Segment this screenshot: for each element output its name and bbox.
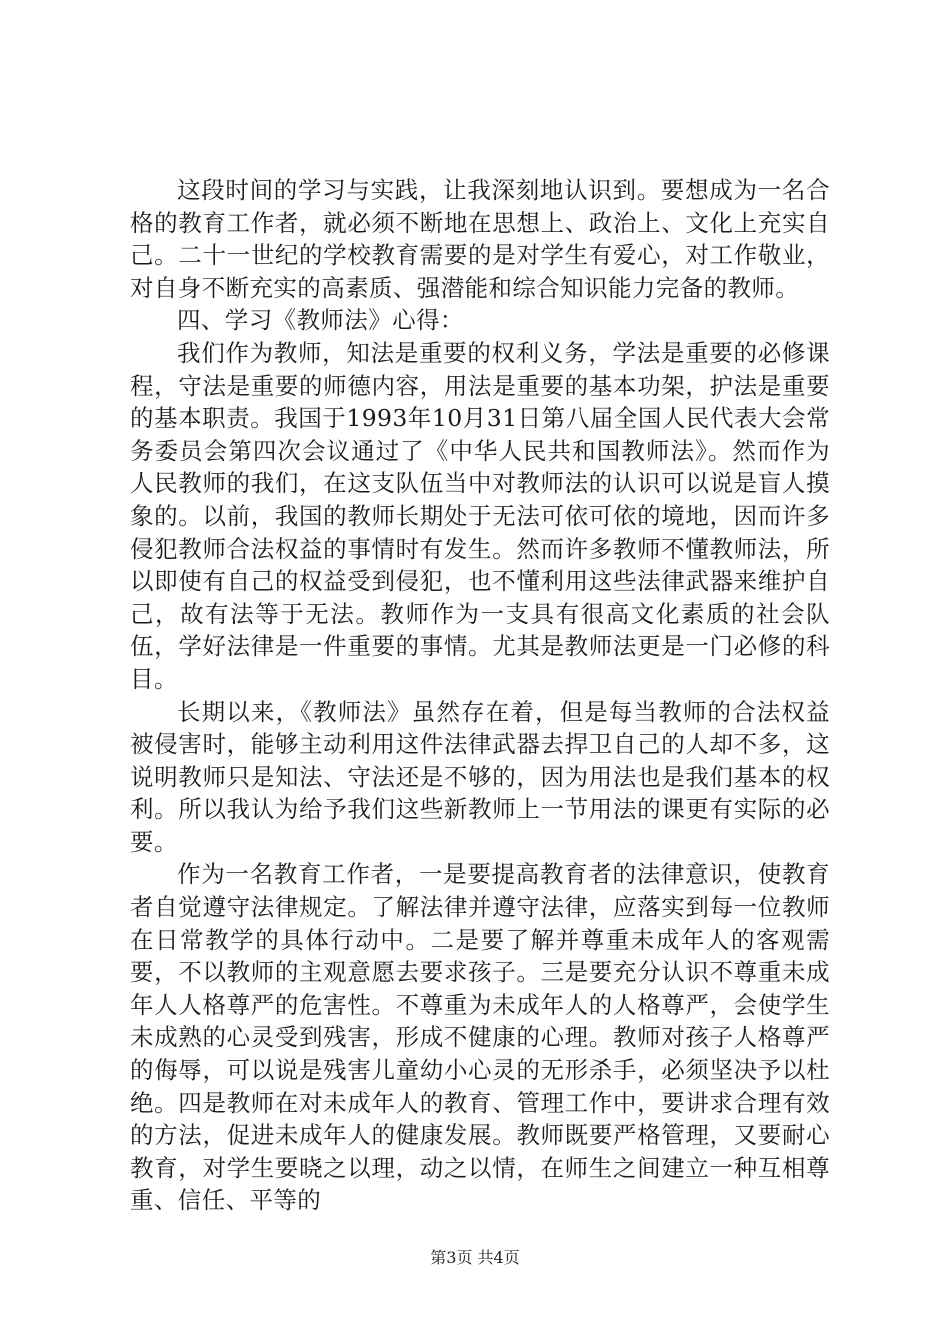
section-heading-teacher-law: 四、学习《教师法》心得： — [177, 306, 464, 335]
paragraph-law-duties: 我们作为教师，知法是重要的权利义务，学法是重要的必修课程，守法是重要的师德内容，用法是重要的基本功架，护法是重要的基本职责。我国于1993年10月31日第八届全国人民代表大会常务委员会第四次会议通过了《中华人民共和国教师法》。然而作为人民教师的我们，在这支队伍当中对教师法的认识可以说是盲人摸象的。以前，我国的教师长期处于无法可依可依的境地，因而许多侵犯教师合法权益的事情时有发生。然而许多教师不懂教师法，所以即使有自己的权益受到侵犯，也不懂利用这些法律武器来维护自己，故有法等于无法。教师作为一支具有很高文化素质的社会队伍，学好法律是一件重要的事情。尤其是教师法更是一门必修的科目。 — [130, 338, 830, 693]
document-body — [130, 174, 830, 1217]
paragraph-educator-role: 作为一名教育工作者，一是要提高教育者的法律意识，使教育者自觉遵守法律规定。了解法律并遵守法律，应落实到每一位教师在日常教学的具体行动中。二是要了解并尊重未成年人的客观需要，不以教师的主观意愿去要求孩子。三是要充分认识不尊重未成年人人格尊严的危害性。不尊重为未成年人的人格尊严，会使学生未成熟的心灵受到残害，形成不健康的心理。教师对孩子人格尊严的侮辱，可以说是残害儿童幼小心灵的无形杀手，必须坚决予以杜绝。四是教师在对未成年人的教育、管理工作中，要讲求合理有效的方法，促进未成年人的健康发展。教师既要严格管理，又要耐心教育，对学生要晓之以理，动之以情，在师生之间建立一种互相尊重、信任、平等的 — [130, 860, 830, 1215]
page-footer: 第3页 共4页 — [430, 1248, 520, 1267]
paragraph-reflection: 这段时间的学习与实践，让我深刻地认识到。要想成为一名合格的教育工作者，就必须不断地在思想上、政治上、文化上充实自己。二十一世纪的学校教育需要的是对学生有爱心，对工作敬业，对自身不断充实的高素质、强潜能和综合知识能力完备的教师。 — [130, 176, 830, 302]
paragraph-long-term: 长期以来，《教师法》虽然存在着，但是每当教师的合法权益被侵害时，能够主动利用这件法律武器去捍卫自己的人却不多，这说明教师只是知法、守法还是不够的，因为用法也是我们基本的权利。所以我认为给予我们这些新教师上一节用法的课更有实际的必要。 — [130, 697, 830, 856]
